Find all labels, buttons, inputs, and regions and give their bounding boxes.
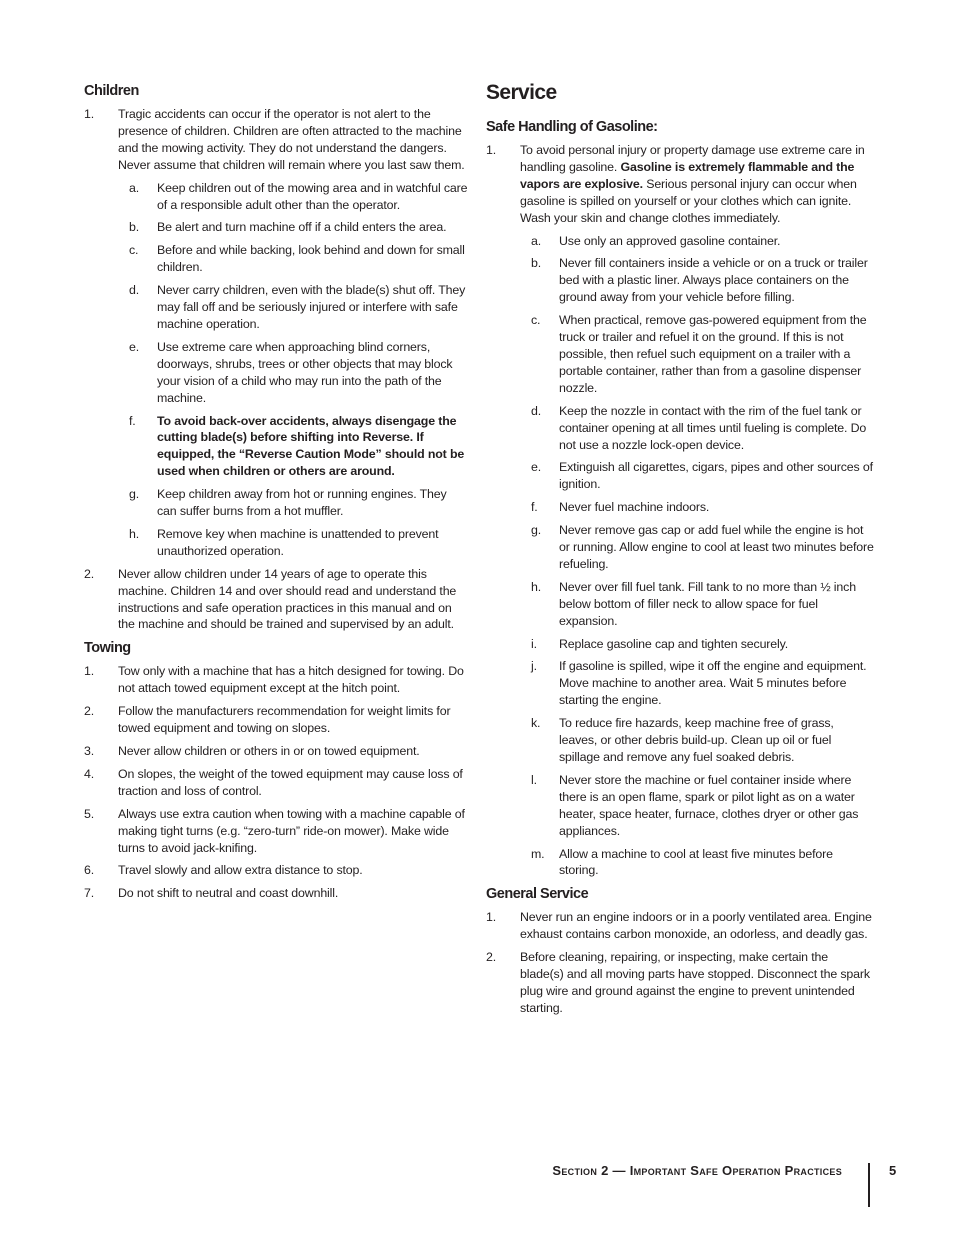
children-heading: Children <box>84 83 139 99</box>
item-number: 1. <box>84 664 95 679</box>
sub-item <box>520 499 874 516</box>
sub-text: To reduce fire hazards, keep machine free of grass, leaves, or other debris build-up. Clean up oil or fuel spillage and remove any fuel soaked debris. <box>559 716 834 764</box>
sub-item <box>520 846 874 880</box>
item-text-bold: Gasoline is extremely flammable and the vapors are explosive. <box>520 159 855 191</box>
sub-letter: f. <box>129 413 136 428</box>
sub-item <box>520 715 874 766</box>
sub-item <box>520 255 874 306</box>
item-text: Never allow children or others in or on towed equipment. <box>118 744 420 758</box>
item-number: 1. <box>486 143 497 157</box>
list-item <box>84 663 469 697</box>
list-item <box>84 743 469 760</box>
sub-letter: a. <box>531 233 542 248</box>
item-text: Tow only with a machine that has a hitch designed for towing. Do not attach towed equipment except at the hitch point. <box>118 664 464 696</box>
sub-item <box>118 282 469 333</box>
sub-letter: c. <box>531 313 541 328</box>
page-number: 5 <box>889 1163 897 1178</box>
list-item <box>84 806 469 857</box>
list-item <box>486 909 874 943</box>
sub-item <box>118 486 469 520</box>
sub-text: Extinguish all cigarettes, cigars, pipes and other sources of ignition. <box>559 460 873 492</box>
item-text: Do not shift to neutral and coast downhill. <box>118 886 339 901</box>
item-text: Always use extra caution when towing with a machine capable of making tight turns (e.g. “zero-turn” ride-on mower). Make wide turns to avoid jack-knifing. <box>118 806 465 855</box>
sub-item <box>520 636 874 653</box>
sub-text: Allow a machine to cool at least five minutes before storing. <box>559 846 833 878</box>
item-text: On slopes, the weight of the towed equipment may cause loss of traction and loss of control. <box>118 766 463 798</box>
sub-letter: b. <box>129 220 140 235</box>
sub-letter: c. <box>129 243 139 258</box>
gasoline-heading: Safe Handling of Gasoline: <box>486 119 658 135</box>
sub-text: Be alert and turn machine off if a child enters the area. <box>157 220 447 235</box>
sub-letter: d. <box>531 403 542 418</box>
list-item <box>84 766 469 800</box>
sub-letter: b. <box>531 256 542 271</box>
sub-text: Keep the nozzle in contact with the rim of the fuel tank or container opening at all times until fueling is complete. Do not use a nozzle lock-open device. <box>559 403 867 452</box>
sub-text: Keep children out of the mowing area and in watchful care of a responsible adult other than the operator. <box>157 180 468 212</box>
sub-letter: l. <box>531 772 537 787</box>
sub-text: Use only an approved gasoline container. <box>559 233 781 248</box>
sub-letter: e. <box>531 460 542 475</box>
footer-divider <box>868 1163 870 1207</box>
item-text: Never run an engine indoors or in a poorly ventilated area. Engine exhaust contains carbon monoxide, an odorless, and deadly gas. <box>520 910 872 942</box>
sub-text: Never carry children, even with the blade(s) shut off. They may fall off and be seriously injured or interfere with safe machine operation. <box>157 283 466 331</box>
item-number: 1. <box>486 910 497 925</box>
item-number: 5. <box>84 806 95 821</box>
item-number: 1. <box>84 107 95 121</box>
left-column <box>84 82 469 908</box>
list-item <box>84 106 469 560</box>
sub-text: Never fill containers inside a vehicle or on a truck or trailer bed with a plastic liner. Always place containers on the ground away from your vehicle before filling. <box>559 256 868 305</box>
sub-letter: g. <box>129 487 140 502</box>
list-item <box>84 885 469 902</box>
sub-item <box>118 242 469 276</box>
list-item <box>486 949 874 1017</box>
list-item <box>84 566 469 634</box>
sub-item <box>520 658 874 709</box>
sub-item <box>118 180 469 214</box>
sub-item <box>520 772 874 840</box>
item-text: Never allow children under 14 years of age to operate this machine. Children 14 and over should read and understand the instructions and safe operation practices in this manual and on the machine and should be trained and supervised by an adult. <box>118 566 457 632</box>
section-title: Section 2 — Important Safe Operation Practices <box>552 1163 842 1178</box>
sub-item <box>520 233 874 250</box>
item-number: 4. <box>84 766 95 781</box>
item-number: 2. <box>486 950 497 965</box>
towing-heading: Towing <box>84 640 131 657</box>
list-item <box>486 142 874 879</box>
sub-text: Remove key when machine is unattended to prevent unauthorized operation. <box>157 526 439 558</box>
sub-text: Keep children away from hot or running engines. They can suffer burns from a hot muffler. <box>157 487 447 519</box>
sub-text: Before and while backing, look behind and down for small children. <box>157 243 465 275</box>
sub-text: Never fuel machine indoors. <box>559 500 710 515</box>
right-column <box>486 80 874 1023</box>
sub-text: Use extreme care when approaching blind corners, doorways, shrubs, trees or other objects that may block your vision of a child who may run into the path of the machine. <box>157 339 453 405</box>
sub-item <box>118 339 469 407</box>
item-number: 2. <box>84 704 95 719</box>
item-text: Follow the manufacturers recommendation for weight limits for towed equipment and towing on slopes. <box>118 704 451 736</box>
sub-text: When practical, remove gas-powered equipment from the truck or trailer and refuel it on the ground. If this is not possible, then refuel such equipment on a trailer with a portable container, rather than from a gasoline dispenser nozzle. <box>559 313 867 395</box>
sub-text: Never store the machine or fuel container inside where there is an open flame, spark or pilot light as on a water heater, space heater, furnace, clothes dryer or other gas appliances. <box>559 772 859 838</box>
sub-item <box>118 219 469 236</box>
sub-item-warning <box>118 413 469 481</box>
sub-letter: m. <box>531 846 545 861</box>
sub-text: Never over fill fuel tank. Fill tank to no more than ½ inch below bottom of filler neck to allow space for fuel expansion. <box>559 579 856 628</box>
sub-letter: h. <box>129 526 140 541</box>
sub-letter: h. <box>531 579 542 594</box>
sub-text: Never remove gas cap or add fuel while the engine is hot or running. Allow engine to cool at least two minutes before refueling. <box>559 523 874 571</box>
sub-text: Replace gasoline cap and tighten securely. <box>559 636 789 651</box>
item-text: Before cleaning, repairing, or inspecting, make certain the blade(s) and all moving parts have stopped. Disconnect the spark plug wire and ground against the engine to prevent unintended starting. <box>520 950 870 1015</box>
service-title: Service <box>486 81 557 104</box>
sub-item <box>118 526 469 560</box>
list-item <box>84 703 469 737</box>
list-item <box>84 862 469 879</box>
sub-letter: g. <box>531 523 542 538</box>
item-text: To avoid personal injury or property damage use extreme care in handling gasoline. <box>520 143 865 174</box>
sub-text: To avoid back-over accidents, always disengage the cutting blade(s) before shifting into Reverse. If equipped, the “Reverse Caution Mode” should not be used when children or others are around. <box>157 413 465 479</box>
sub-item <box>520 403 874 454</box>
item-number: 2. <box>84 566 95 581</box>
item-number: 6. <box>84 863 95 878</box>
general-service-heading: General Service <box>486 886 589 903</box>
sub-letter: d. <box>129 283 140 298</box>
sub-letter: e. <box>129 339 140 354</box>
item-number: 7. <box>84 886 95 901</box>
sub-letter: f. <box>531 500 538 515</box>
item-text: Tragic accidents can occur if the operator is not alert to the presence of children. Children are often attracted to the machine and the mowing activity. They do not understand the dangers. Never assume that children will remain where you last saw them. <box>118 107 465 172</box>
sub-item <box>520 312 874 397</box>
sub-letter: k. <box>531 716 541 731</box>
sub-letter: j. <box>531 659 537 674</box>
sub-letter: a. <box>129 180 140 195</box>
footer-section-title <box>540 1163 842 1179</box>
item-text: Travel slowly and allow extra distance to stop. <box>118 863 363 878</box>
sub-item <box>520 579 874 630</box>
sub-letter: i. <box>531 636 537 651</box>
item-text: Serious personal injury can occur when gasoline is spilled on yourself or your clothes which can ignite. Wash your skin and change clothes immediately. <box>520 176 857 225</box>
sub-item <box>520 459 874 493</box>
sub-item <box>520 522 874 573</box>
sub-text: If gasoline is spilled, wipe it off the engine and equipment. Move machine to another area. Wait 5 minutes before starting the engine. <box>559 659 867 708</box>
item-number: 3. <box>84 744 95 758</box>
